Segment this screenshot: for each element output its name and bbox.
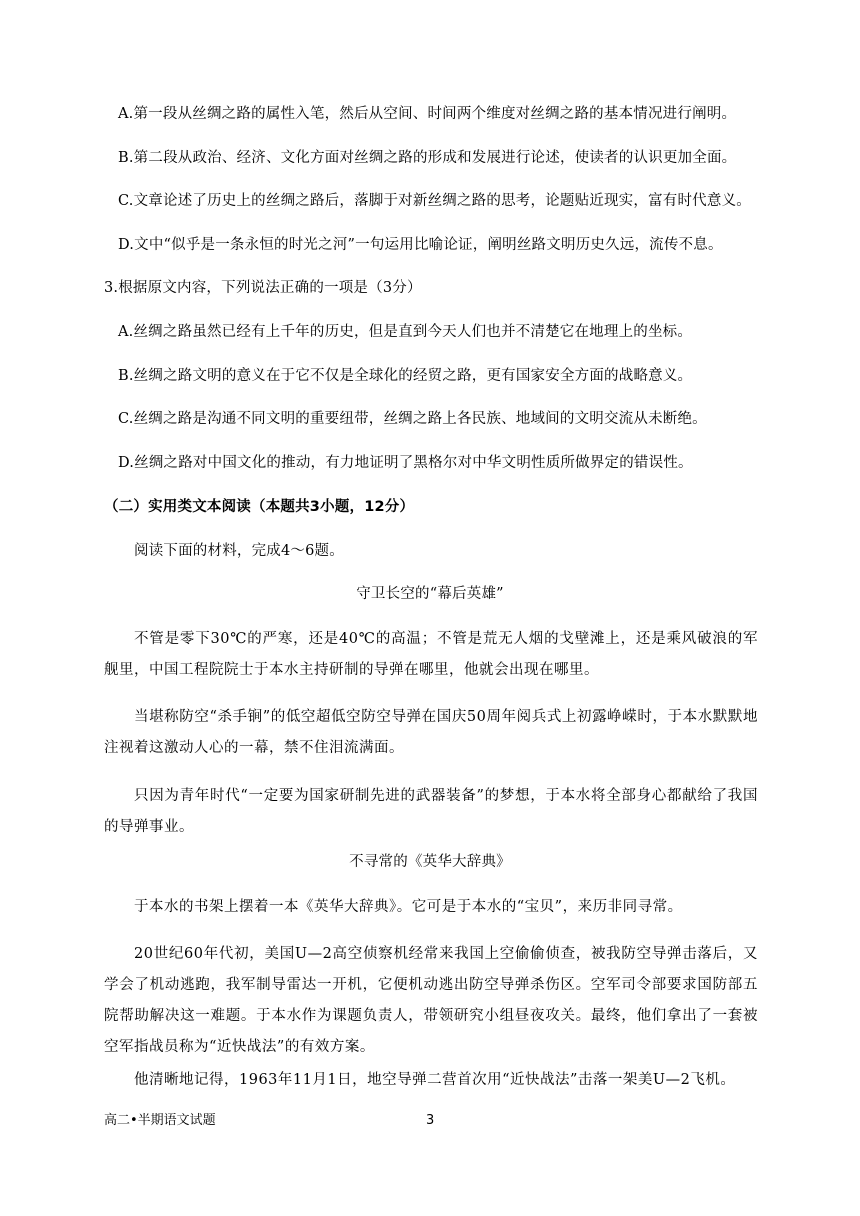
- q3-option-d: D.丝绸之路对中国文化的推动，有力地证明了黑格尔对中华文明性质所做界定的错误性。: [118, 455, 693, 471]
- article-paragraph: 只因为青年时代“一定要为国家研制先进的武器装备”的梦想，于本水将全部身心都献给了我国的导弹事业。: [104, 788, 758, 835]
- article-paragraph: 不管是零下30℃的严寒，还是40℃的高温；不管是荒无人烟的戈壁滩上，还是乘风破浪的军舰里，中国工程院院士于本水主持研制的导弹在哪里，他就会出现在哪里。: [104, 631, 758, 678]
- article-subtitle: 不寻常的《英华大辞典》: [349, 854, 511, 870]
- q2-option-a: A.第一段从丝绸之路的属性入笔，然后从空间、时间两个维度对丝绸之路的基本情况进行阐明。: [118, 106, 737, 122]
- footer-exam-title: 高二•半期语文试题: [104, 1113, 216, 1128]
- page-number: 3: [426, 1113, 435, 1128]
- q2-option-d: D.文中“似乎是一条永恒的时光之河”一句运用比喻论证，阐明丝路文明历史久远，流传不息。: [118, 237, 723, 253]
- q3-option-a: A.丝绸之路虽然已经有上千年的历史，但是直到今天人们也并不清楚它在地理上的坐标。: [118, 324, 693, 340]
- q3-option-c: C.丝绸之路是沟通不同文明的重要纽带，丝绸之路上各民族、地域间的文明交流从未断绝。: [118, 411, 707, 427]
- q3-stem: 3.根据原文内容，下列说法正确的一项是（3分）: [104, 280, 422, 296]
- article-paragraph: 20世纪60年代初，美国U—2高空侦察机经常来我国上空偷偷侦查，被我防空导弹击落后，又学会了机动逃跑，我军制导雷达一开机，它便机动逃出防空导弹杀伤区。空军司令部要求国防部五院帮助解决这一难题。于本水作为课题负责人，带领研究小组昼夜攻关。最终，他们拿出了一套被空军指战员称为“近快战法”的有效方案。: [104, 946, 758, 1055]
- q2-option-c: C.文章论述了历史上的丝绸之路后，落脚于对新丝绸之路的思考，论题贴近现实，富有时代意义。: [118, 193, 751, 209]
- reading-instruction: 阅读下面的材料，完成4～6题。: [134, 543, 344, 559]
- article-paragraph: 他清晰地记得，1963年11月1日，地空导弹二营首次用“近快战法”击落一架美U—2飞机。: [134, 1072, 736, 1088]
- article-title: 守卫长空的“幕后英雄”: [356, 586, 504, 602]
- q3-option-b: B.丝绸之路文明的意义在于它不仅是全球化的经贸之路，更有国家安全方面的战略意义。: [118, 368, 693, 384]
- article-paragraph: 当堪称防空“杀手锏”的低空超低空防空导弹在国庆50周年阅兵式上初露峥嵘时，于本水默默地注视着这激动人心的一幕，禁不住泪流满面。: [104, 709, 758, 756]
- q2-option-b: B.第二段从政治、经济、文化方面对丝绸之路的形成和发展进行论述，使读者的认识更加全面。: [118, 150, 737, 166]
- article-paragraph: 于本水的书架上摆着一本《英华大辞典》。它可是于本水的“宝贝”，来历非同寻常。: [134, 899, 683, 915]
- section-heading: （二）实用类文本阅读（本题共3小题，12分）: [104, 499, 415, 515]
